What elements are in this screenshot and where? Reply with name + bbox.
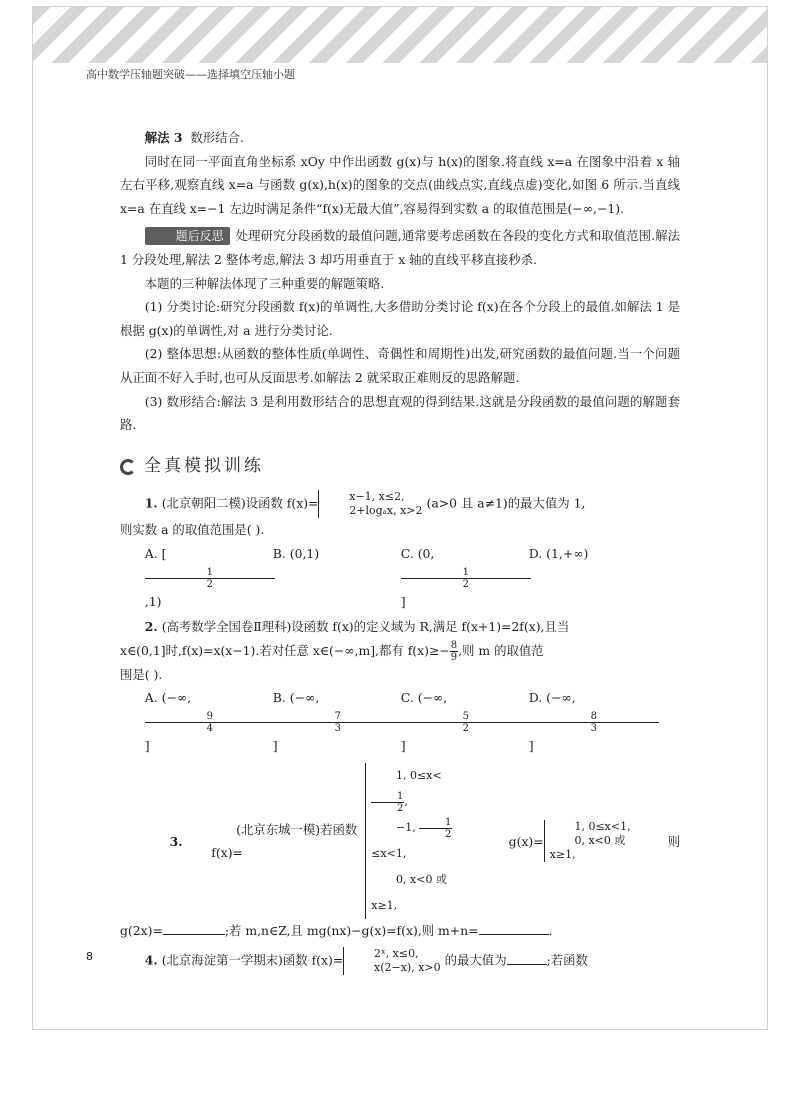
question-1-number: 1.: [144, 495, 158, 511]
q2-option-d: D. (−∞, $\frac{8}{3}$ ]: [529, 686, 657, 757]
reflection-paragraph: [120, 224, 680, 271]
reflection-intro: 本题的三种解法体现了三种重要的解题策略.: [144, 275, 385, 291]
reflection-tag: 题后反思: [145, 227, 230, 245]
question-2: [120, 615, 680, 639]
question-3-f-piecewise: 1, 0≤x< $\frac{1}{2}$ , −1, $\frac{1}{2}$ ≤x<1, 0, x<0 或 x≥1,: [365, 763, 470, 919]
q1-option-a: A. [ $\frac{1}{2}$ ,1): [145, 542, 273, 613]
q1-case-2: 2+logₐx, x>2: [349, 504, 423, 518]
question-2-text: (高考数学全国卷Ⅱ理科)设函数 f(x)的定义域为 R,满足 f(x+1)=2f(x),且当: [161, 619, 570, 635]
question-1-text: (北京朝阳二模)设函数 f(x)=: [161, 495, 319, 511]
question-1-line2: 则实数 a 的取值范围是( ).: [120, 522, 265, 538]
section-title: 全真模拟训练: [144, 455, 264, 476]
q2-fraction: $\frac{8}{9}$: [450, 639, 458, 663]
running-header: 高中数学压轴题突破——选择填空压轴小题: [86, 68, 295, 81]
solution3-title: 数形结合.: [190, 130, 244, 145]
section-heading: [120, 455, 680, 479]
reflection-text: 处理研究分段函数的最值问题,通常要考虑函数在各段的变化方式和取值范围.解法 1 分段处理,解法 2 整体考虑,解法 3 却巧用垂直于 x 轴的直线平移直接秒杀.: [120, 228, 680, 267]
question-4: 4. (北京海淀第一学期末)函数 f(x)= 2ˣ, x≤0, x(2−x), x>0 的最大值为 ;若函数: [144, 947, 588, 975]
solution3-text: 同时在同一平面直角坐标系 xOy 中作出函数 g(x)与 h(x)的图象.将直线 x=a 在图象中沿着 x 轴左右平移,观察直线 x=a 与函数 g(x),h(x)的图象的交点(曲线点实,直线点虚)变化,如图 6 所示.当直线 x=a 在直线 x=−1 左边时满足条件“f(x)无最大值”,容易得到实数 a 的取值范围是(−∞,−1).: [120, 153, 680, 216]
question-4-text: (北京海淀第一学期末)函数 f(x)=: [161, 952, 344, 968]
q3-answer-blank-2[interactable]: [479, 922, 549, 935]
reflection-point-1: (1) 分类讨论:研究分段函数 f(x)的单调性,大多借助分类讨论 f(x)在各个分段上的最值.如解法 1 是根据 g(x)的单调性,对 a 进行分类讨论.: [120, 299, 680, 338]
q3-tail: 则: [667, 833, 680, 849]
reflection-point-3: (3) 数形结合:解法 3 是利用数形结合的思想直观的得到结果.这就是分段函数的最值问题的解题套路.: [120, 393, 680, 433]
q2-option-c: C. (−∞, $\frac{5}{2}$ ]: [401, 686, 529, 757]
question-1-options: [120, 542, 680, 613]
question-3-text: (北京东城一模)若函数 f(x)=: [211, 821, 358, 861]
q2-option-b: B. (−∞, $\frac{7}{3}$ ]: [273, 686, 401, 757]
q4-answer-blank[interactable]: [507, 951, 547, 964]
question-2-line2: x∈(0,1]时,f(x)=x(x−1).若对任意 x∈(−∞,m],都有 f(x)≥− $\frac{8}{9}$ ,则 m 的取值范: [120, 639, 544, 663]
q3-answer-blank-1[interactable]: [163, 922, 225, 935]
solution3-heading: [120, 126, 680, 150]
q3-g-label: g(x)=: [508, 833, 544, 849]
question-3-number: 3.: [169, 833, 183, 849]
question-2-line3: 围是( ).: [120, 666, 163, 682]
q1-option-b: B. (0,1): [272, 545, 320, 561]
question-3: [120, 763, 680, 919]
question-4-piecewise: 2ˣ, x≤0, x(2−x), x>0: [343, 947, 440, 975]
q2-option-a: A. (−∞, $\frac{9}{4}$ ]: [145, 686, 273, 757]
q1-option-c: C. (0, $\frac{1}{2}$ ]: [401, 542, 529, 613]
question-1-piecewise: [318, 490, 422, 518]
reflection-point-2: (2) 整体思想:从函数的整体性质(单调性、奇偶性和周期性)出发,研究函数的最值问题.当一个问题从正面不好入手时,也可从反面思考.如解法 2 就采取正难则反的思路解题.: [120, 346, 680, 385]
question-1-tail: (a>0 且 a≠1)的最大值为 1,: [426, 495, 586, 511]
question-2-number: 2.: [144, 619, 158, 635]
question-3-line2: g(2x)= ;若 m,n∈Z,且 mg(nx)−g(x)=f(x),则 m+n= .: [120, 923, 553, 939]
question-4-number: 4.: [144, 952, 158, 968]
question-3-g-piecewise: 1, 0≤x<1, 0, x<0 或 x≥1,: [544, 820, 639, 862]
section-ring-icon: [120, 459, 136, 475]
main-content: [120, 126, 680, 975]
q1-option-d: D. (1,+∞): [528, 545, 589, 561]
decorative-stripe-band: [33, 7, 767, 63]
q1-case-1: x−1, x≤2,: [349, 490, 405, 504]
question-2-options: [120, 686, 680, 757]
solution3-label: 解法 3: [144, 130, 183, 145]
page-number: 8: [86, 950, 93, 963]
question-1: [120, 490, 680, 518]
